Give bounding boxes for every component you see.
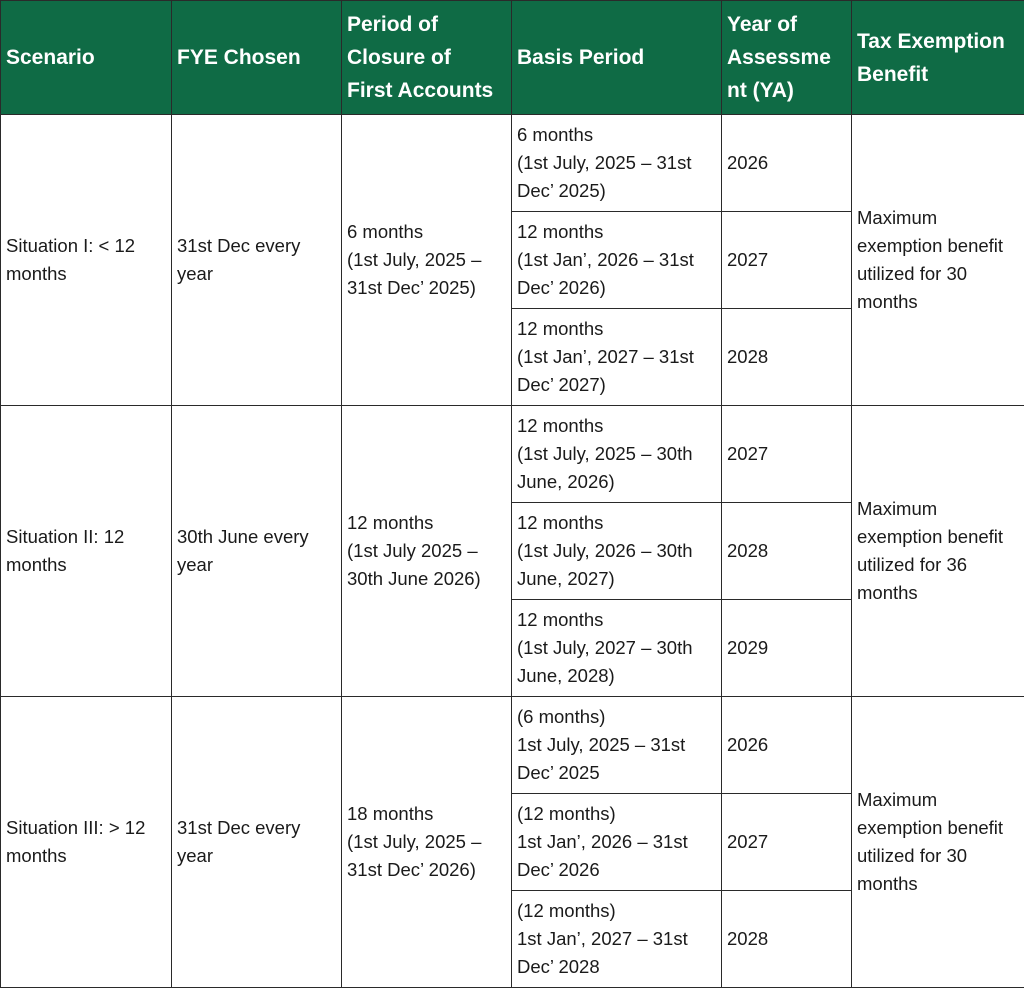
header-fye-chosen: FYE Chosen — [172, 1, 342, 115]
table-row — [1, 115, 1024, 212]
fye-cell: 31st Dec every year — [172, 115, 342, 406]
basis-period-cell: (6 months) 1st July, 2025 – 31st Dec’ 2025 — [512, 697, 722, 794]
header-period-of-closure: Period of Closure of First Accounts — [342, 1, 512, 115]
ya-cell: 2026 — [722, 115, 852, 212]
basis-period-cell: 12 months (1st July, 2027 – 30th June, 2028) — [512, 600, 722, 697]
basis-period-cell: 12 months (1st Jan’, 2027 – 31st Dec’ 2027) — [512, 309, 722, 406]
basis-period-cell: 6 months (1st July, 2025 – 31st Dec’ 2025) — [512, 115, 722, 212]
ya-cell: 2027 — [722, 212, 852, 309]
ya-cell: 2026 — [722, 697, 852, 794]
ya-cell: 2027 — [722, 794, 852, 891]
header-scenario: Scenario — [1, 1, 172, 115]
benefit-cell: Maximum exemption benefit utilized for 30 months — [852, 115, 1024, 406]
benefit-cell: Maximum exemption benefit utilized for 36 months — [852, 406, 1024, 697]
period-cell: 18 months (1st July, 2025 – 31st Dec’ 2026) — [342, 697, 512, 988]
ya-cell: 2029 — [722, 600, 852, 697]
benefit-cell: Maximum exemption benefit utilized for 30 months — [852, 697, 1024, 988]
table-row — [1, 697, 1024, 794]
scenario-cell: Situation III: > 12 months — [1, 697, 172, 988]
basis-period-cell: 12 months (1st July, 2025 – 30th June, 2026) — [512, 406, 722, 503]
basis-period-cell: 12 months (1st July, 2026 – 30th June, 2027) — [512, 503, 722, 600]
period-cell: 12 months (1st July 2025 – 30th June 2026) — [342, 406, 512, 697]
fye-cell: 31st Dec every year — [172, 697, 342, 988]
header-basis-period: Basis Period — [512, 1, 722, 115]
period-cell: 6 months (1st July, 2025 – 31st Dec’ 2025) — [342, 115, 512, 406]
basis-period-cell: (12 months) 1st Jan’, 2026 – 31st Dec’ 2026 — [512, 794, 722, 891]
scenario-cell: Situation I: < 12 months — [1, 115, 172, 406]
ya-cell: 2027 — [722, 406, 852, 503]
basis-period-cell: (12 months) 1st Jan’, 2027 – 31st Dec’ 2028 — [512, 891, 722, 988]
header-year-of-assessment: Year of Assessme nt (YA) — [722, 1, 852, 115]
ya-cell: 2028 — [722, 891, 852, 988]
basis-period-cell: 12 months (1st Jan’, 2026 – 31st Dec’ 2026) — [512, 212, 722, 309]
ya-cell: 2028 — [722, 503, 852, 600]
table-row — [1, 406, 1024, 503]
ya-cell: 2028 — [722, 309, 852, 406]
header-tax-exemption-benefit: Tax Exemption Benefit — [852, 1, 1024, 115]
scenario-cell: Situation II: 12 months — [1, 406, 172, 697]
header-row — [1, 1, 1024, 115]
fye-cell: 30th June every year — [172, 406, 342, 697]
